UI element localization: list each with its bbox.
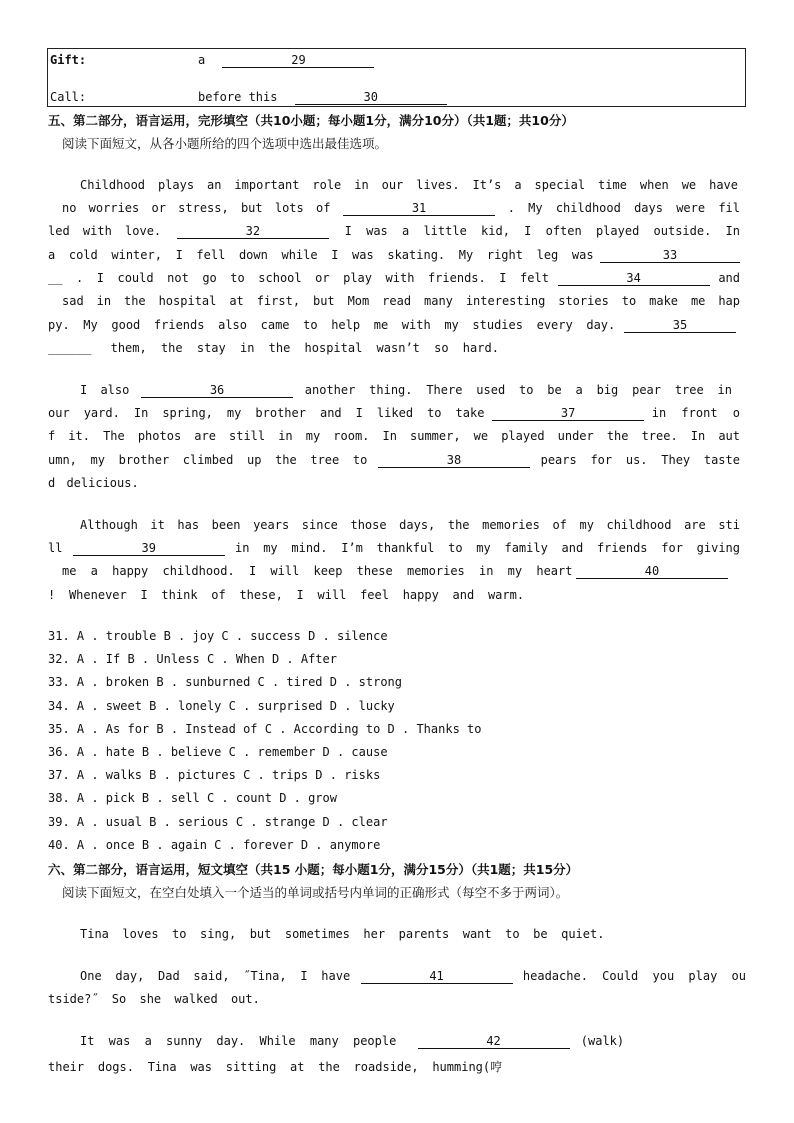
p3-line4: ! Whenever I think of these, I will feel happy and warm. (48, 588, 525, 602)
p1-line8: ______ them, the stay in the hospital wasn’t so hard. (48, 341, 499, 355)
info-table (47, 48, 746, 107)
p1-line5: __ . I could not go to school or play with friends. I felt 34 and (48, 271, 740, 285)
section5-heading: 五、第二部分，语言运用，完形填空（共10小题；每小题1分，满分10分）（共1题；共10分） (48, 113, 574, 128)
option-line: 36. A . hate B . believe C . remember D . cause (48, 745, 388, 759)
p1-line7: py. My good friends also came to help me with my studies every day. 35 (48, 318, 736, 333)
section6-heading: 六、第二部分，语言运用，短文填空（共15 小题；每小题1分，满分15分）（共1题；共15分） (48, 862, 579, 877)
blank-34[interactable]: 34 (558, 271, 710, 286)
option-line: 39. A . usual B . serious C . strange D . clear (48, 814, 388, 829)
p2-line2: our yard. In spring, my brother and I liked to take 37 in front o (48, 406, 740, 420)
s6-p2-line2: tside?˝ So she walked out. (48, 992, 260, 1006)
option-line: 40. A . once B . again C . forever D . anymore (48, 837, 381, 852)
p1-line1: Childhood plays an important role in our lives. It’s a special time when we have (80, 178, 738, 192)
p1-line6: sad in the hospital at first, but Mom read many interesting stories to make me hap (62, 294, 740, 308)
call-prefix: before this (198, 90, 278, 104)
blank-31[interactable]: 31 (343, 201, 495, 216)
p2-line4: umn, my brother climbed up the tree to 38 pears for us. They taste (48, 453, 740, 467)
s6-p1: Tina loves to sing, but sometimes her parents want to be quiet. (80, 927, 605, 941)
section6-instruction: 阅读下面短文，在空白处填入一个适当的单词或括号内单词的正确形式（每空不多于两词）。 (62, 885, 569, 900)
blank-35[interactable]: 35 (624, 318, 736, 333)
blank-36[interactable]: 36 (141, 383, 293, 398)
s6-p3-line2: their dogs. Tina was sitting at the roadside, humming(哼 (48, 1060, 503, 1074)
blank-39[interactable]: 39 (73, 541, 225, 556)
option-line: 33. A . broken B . sunburned C . tired D . strong (48, 675, 403, 690)
option-line: 31. A . trouble B . joy C . success D . silence (48, 629, 388, 643)
call-label: Call: (50, 90, 87, 104)
option-line: 34. A . sweet B . lonely C . surprised D . lucky (48, 698, 395, 713)
gift-prefix: a (198, 53, 206, 67)
blank-33[interactable]: 33 (600, 248, 740, 263)
s6-p3-line1: It was a sunny day. While many people 42 (walk) (80, 1034, 625, 1048)
option-line: 35. A . As for B . Instead of C . According to D . Thanks to (48, 721, 482, 736)
p1-line2: no worries or stress, but lots of 31 . My childhood days were fil (62, 201, 740, 215)
p3-line3: me a happy childhood. I will keep these memories in my heart 40 (62, 564, 728, 579)
blank-38[interactable]: 38 (378, 453, 530, 468)
blank-41[interactable]: 41 (361, 969, 513, 984)
p2-line5: d delicious. (48, 476, 139, 490)
s6-p2-line1: One day, Dad said, ˝Tina, I have 41 headache. Could you play ou (80, 969, 746, 983)
blank-30[interactable]: 30 (295, 90, 447, 105)
p1-line4: a cold winter, I fell down while I was skating. My right leg was 33 (48, 248, 740, 263)
option-line: 32. A . If B . Unless C . When D . After (48, 652, 337, 667)
blank-42[interactable]: 42 (418, 1034, 570, 1049)
p2-line1: I also 36 another thing. There used to be a big pear tree in (80, 383, 732, 397)
blank-37[interactable]: 37 (492, 406, 644, 421)
blank-29[interactable]: 29 (222, 53, 374, 68)
blank-40[interactable]: 40 (576, 564, 728, 579)
gift-label: Gift: (50, 53, 87, 67)
p2-line3: f it. The photos are still in my room. In summer, we played under the tree. In aut (48, 429, 740, 443)
p3-line2: ll 39 in my mind. I’m thankful to my family and friends for giving (48, 541, 740, 555)
option-line: 37. A . walks B . pictures C . trips D . risks (48, 768, 381, 783)
p3-line1: Although it has been years since those days, the memories of my childhood are sti (80, 518, 740, 532)
p1-line3: led with love. 32 I was a little kid, I often played outside. In (48, 224, 740, 238)
blank-32[interactable]: 32 (177, 224, 329, 239)
option-line: 38. A . pick B . sell C . count D . grow (48, 791, 337, 806)
section5-instruction: 阅读下面短文，从各小题所给的四个选项中选出最佳选项。 (62, 136, 388, 151)
